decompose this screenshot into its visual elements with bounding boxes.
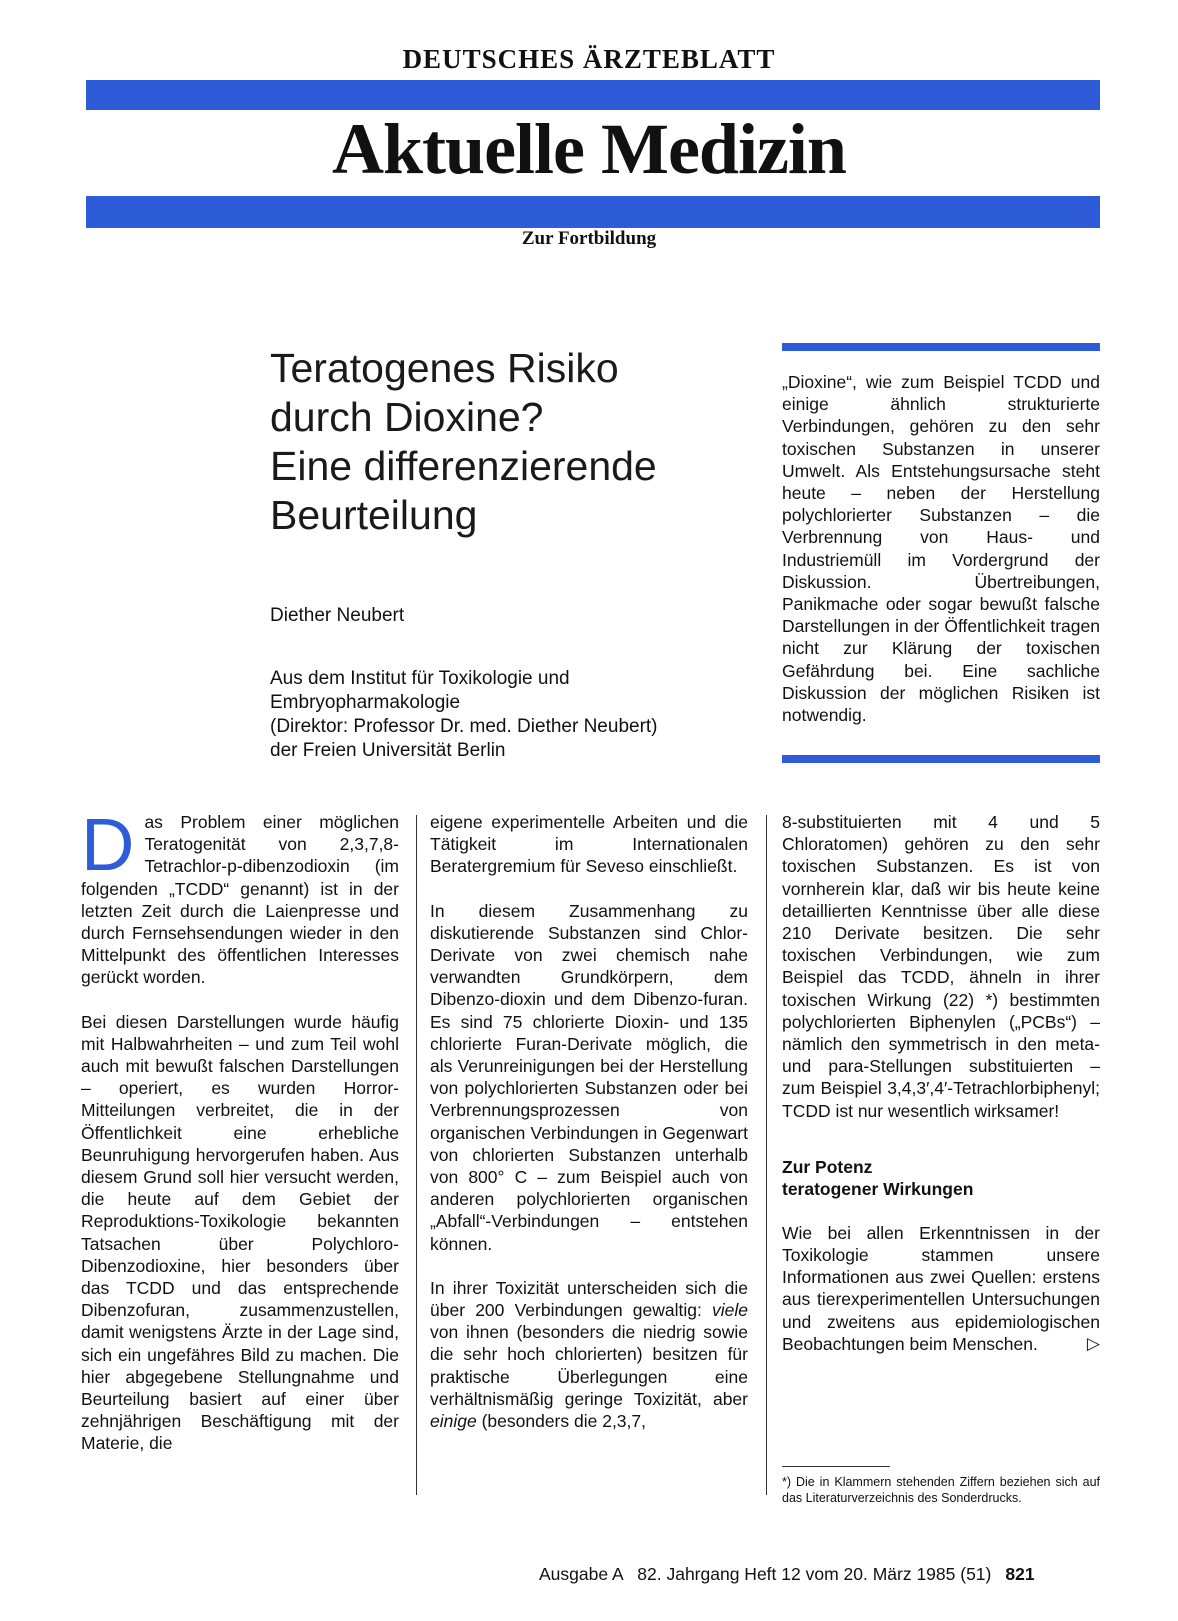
body-paragraph: 8-substituierten mit 4 und 5 Chloratomen) gehören zu den sehr toxischen Substanzen. Es ist von vornherein klar, daß wir bis heute keine detaillierten Kenntnisse über alle diese 210 Derivate besitzen. Die sehr toxischen Verbindungen, wie zum Beispiel das TCDD, ähneln in ihrer toxischen Wirkung (22) *) bestimmten polychlorierten Biphenylen („PCBs“) – nämlich den symmetrisch in den meta- und para-Stellungen substituierten – zum Beispiel 3,4,3′,4′-Tetrachlorbiphenyl; TCDD ist nur wesentlich wirksamer!: [782, 812, 1100, 1121]
title-line: Eine differenzierende: [270, 443, 657, 489]
masthead-rule-bottom: [86, 196, 1100, 228]
title-line: durch Dioxine?: [270, 394, 544, 440]
paragraph-text: as Problem einer möglichen Teratogenität von 2,3,7,8-Tetrachlor-p-dibenzodioxin (im folgenden „TCDD“ genannt) ist in der letzten Zeit durch die Laienpresse und durch Fernsehsendungen wieder in den Mittelpunkt des öffentlichen Interesses gerückt worden.: [81, 812, 399, 988]
body-column-2: [430, 811, 748, 1432]
heading-line: Zur Potenz: [782, 1156, 873, 1177]
body-paragraph: [782, 1222, 1100, 1355]
journal-masthead: DEUTSCHES ÄRZTEBLATT: [402, 44, 776, 74]
emphasis-text: viele: [712, 1300, 748, 1321]
body-paragraph: [430, 1277, 748, 1432]
page-number: 821: [1005, 1564, 1035, 1584]
column-divider: [766, 815, 767, 1495]
paragraph-text: (besonders die 2,3,7,: [476, 1411, 646, 1432]
title-line: Teratogenes Risiko: [270, 345, 619, 391]
body-paragraph: Bei diesen Darstellungen wurde häufig mit Halbwahrheiten – und zum Teil wohl auch mit bewußt falschen Darstellungen – operiert, es wurden Horror-Mitteilungen verbreitet, die in der Öffentlichkeit eine erhebliche Beunruhigung hervorgerufen haben. Aus diesem Grund soll hier versucht werden, die heute auf dem Gebiet der Reproduktions-Toxikologie bekannten Tatsachen über Polychloro-Dibenzodioxine, hier besonders über das TCDD und das entsprechende Dibenzofuran, zusammenzustellen, damit wenigstens Ärzte in der Lage sind, sich ein ungefähres Bild zu machen. Die hier abgegebene Stellungnahme und Beurteilung basiert auf einer über zehnjährigen Beschäftigung mit der Materie, die: [81, 1011, 399, 1454]
abstract-rule-bottom: [782, 755, 1100, 763]
drop-cap: D: [81, 803, 135, 886]
section-heading: [782, 1156, 1100, 1200]
heading-line: teratogener Wirkungen: [782, 1178, 974, 1199]
article-abstract: „Dioxine“, wie zum Beispiel TCDD und einige ähnlich strukturierte Verbindungen, gehören zu den sehr toxischen Substanzen in unserer Umwelt. Als Entstehungsursache steht heute – neben der Herstellung polychlorierter Substanzen – die Verbrennung von Haus- und Industriemüll im Vordergrund der Diskussion. Übertreibungen, Panikmache oder sogar bewußt falsche Darstellungen in der Öffentlichkeit tragen nicht zur Klärung der toxischen Gefährdung bei. Eine sachliche Diskussion der möglichen Risiken ist notwendig.: [782, 372, 1100, 726]
subsection-label: Zur Fortbildung: [521, 228, 657, 249]
body-paragraph: In diesem Zusammenhang zu diskutierende Substanzen sind Chlor-Derivate von zwei chemisch nahe verwandten Grundkörpern, dem Dibenzo-dioxin und dem Dibenzo-furan. Es sind 75 chlorierte Dioxin- und 135 chlorierte Furan-Derivate möglich, die als Verunreinigungen bei der Herstellung von polychlorierten Substanzen oder bei Verbrennungsprozessen von organischen Verbindungen in Gegenwart von chlorierten Substanzen unterhalb von 800° C – zum Beispiel auch von anderen polychlorierten organischen „Abfall“-Verbindungen – entstehen können.: [430, 900, 748, 1254]
footnote: *) Die in Klammern stehenden Ziffern beziehen sich auf das Literaturverzeichnis des Sonderdrucks.: [782, 1475, 1100, 1505]
affiliation-line: (Direktor: Professor Dr. med. Diether Neubert): [270, 716, 658, 737]
section-title: Aktuelle Medizin: [332, 109, 846, 189]
issue-info: Ausgabe A 82. Jahrgang Heft 12 vom 20. März 1985 (51): [539, 1564, 992, 1584]
article-author: Diether Neubert: [270, 605, 405, 626]
footnote-rule: [782, 1466, 890, 1467]
body-column-3: [782, 811, 1100, 1355]
body-paragraph: [81, 803, 399, 989]
abstract-rule-top: [782, 343, 1100, 351]
emphasis-text: einige: [430, 1411, 477, 1432]
affiliation-line: der Freien Universität Berlin: [270, 740, 506, 761]
title-line: Beurteilung: [270, 492, 478, 538]
masthead-rule-top: [86, 80, 1100, 110]
paragraph-text: von ihnen (besonders die niedrig sowie die sehr hoch chlorierten) besitzen für praktische Überlegungen eine verhältnismäßig geringe Toxizität, aber: [430, 1322, 748, 1409]
continue-arrow-icon: ▷: [1086, 1333, 1100, 1353]
column-divider: [416, 815, 417, 1495]
article-title: [270, 344, 770, 540]
paragraph-text: Wie bei allen Erkenntnissen in der Toxikologie stammen unsere Informationen aus zwei Quellen: erstens aus tierexperimentellen Untersuchungen und zweitens aus epidemiologischen Beobachtungen beim Menschen.: [782, 1222, 1100, 1354]
affiliation-line: Aus dem Institut für Toxikologie und: [270, 668, 570, 689]
author-affiliation: [270, 667, 790, 763]
affiliation-line: Embryopharmakologie: [270, 692, 461, 713]
paragraph-text: In ihrer Toxizität unterscheiden sich die über 200 Verbindungen gewaltig:: [430, 1277, 748, 1321]
page-footer: [539, 1564, 1035, 1585]
body-paragraph: eigene experimentelle Arbeiten und die Tätigkeit im Internationalen Beratergremium für Seveso einschließt.: [430, 812, 748, 877]
body-column-1: [81, 803, 399, 1455]
